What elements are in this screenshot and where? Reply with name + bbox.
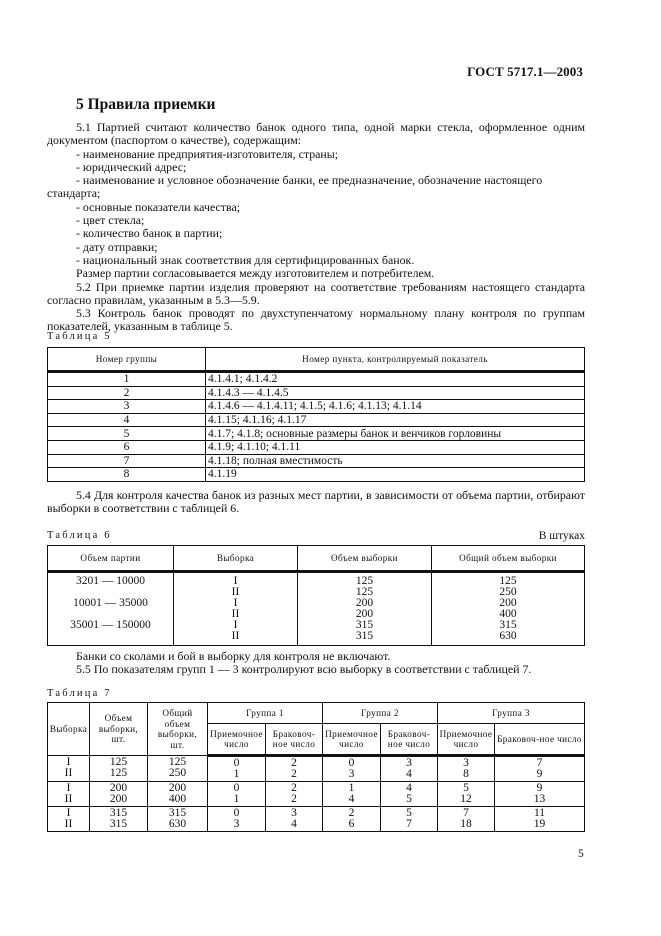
paragraph-5-5: 5.5 По показателям групп 1 — 3 контролируют всю выборку в соответствии с таблицей 7. [76, 662, 532, 677]
group3-reject: 11 19 [495, 807, 585, 832]
group-number: 4 [48, 413, 206, 427]
total-size: 125 250 [148, 756, 208, 782]
table-row [48, 440, 585, 454]
table-row [48, 427, 585, 441]
list-item-continuation: стандарта; [47, 186, 101, 201]
table7 [47, 702, 585, 832]
sample-size: 200 200 [90, 782, 148, 807]
group2-reject: 5 7 [381, 807, 438, 832]
group2-accept: 2 6 [323, 807, 381, 832]
group1-reject: 3 4 [266, 807, 323, 832]
group1-accept: 0 1 [208, 756, 266, 782]
table-row [48, 454, 585, 468]
group2-accept: 0 3 [323, 756, 381, 782]
page-number: 5 [578, 848, 584, 860]
table7-header-sample-size: Объем выборки, шт. [90, 703, 148, 756]
item-number: 4.1.15; 4.1.16; 4.1.17 [206, 413, 585, 427]
table7-header-reject: Браковоч-ное число [495, 724, 585, 756]
total-size: 630 [499, 630, 517, 642]
table-row [48, 468, 585, 482]
sample: I [233, 597, 238, 609]
sample: II [231, 608, 240, 620]
total-size: 125 [499, 575, 517, 587]
table-row [48, 386, 585, 400]
table6-header-lot-size: Объем партии [48, 546, 174, 572]
table-row [48, 372, 585, 387]
section-title: 5 Правила приемки [76, 96, 216, 113]
sample: I II [48, 756, 90, 782]
item-number: 4.1.4.3 — 4.1.4.5 [206, 386, 585, 400]
list-item: - национальный знак соответствия для сертифицированных банок. [76, 252, 415, 267]
total-size: 315 630 [148, 807, 208, 832]
table5 [47, 347, 585, 482]
list-item: - дату отправки; [76, 239, 158, 254]
table-row [48, 572, 585, 646]
sample: I [233, 619, 238, 631]
list-item: - наименование и условное обозначение банки, ее предназначение, обозначение настоящего [76, 173, 543, 188]
table7-header-accept: Приемочное число [438, 724, 495, 756]
group1-reject: 2 2 [266, 756, 323, 782]
table7-caption-row [47, 688, 585, 699]
table7-caption: Таблица 7 [47, 688, 112, 699]
group2-reject: 3 4 [381, 756, 438, 782]
sample-size-column [298, 572, 432, 646]
document-code-header: ГОСТ 5717.1—2003 [467, 64, 583, 79]
table-row [48, 807, 585, 832]
table7-header-accept: Приемочное число [323, 724, 381, 756]
group-number: 6 [48, 440, 206, 454]
lot-size: 35001 — 150000 [70, 619, 151, 631]
item-number: 4.1.19 [206, 468, 585, 482]
sample-size: 125 [355, 586, 374, 598]
table7-header-sample: Выборка [48, 703, 90, 756]
group3-accept: 5 12 [438, 782, 495, 807]
group2-accept: 1 4 [323, 782, 381, 807]
group3-accept: 3 8 [438, 756, 495, 782]
table6-units: В штуках [538, 530, 585, 542]
lot-size: 3201 — 10000 [76, 575, 145, 587]
table5-header-item: Номер пункта, контролируемый показатель [206, 348, 585, 372]
group3-reject: 7 9 [495, 756, 585, 782]
group1-accept: 0 3 [208, 807, 266, 832]
table6-caption: Таблица 6 [47, 530, 112, 541]
table-row [48, 400, 585, 414]
sample-size: 200 [355, 597, 374, 609]
paragraph-5-3: 5.3 Контроль банок проводят по двухступенчатому нормальному плану контроля по группам показателей, указанным в таблице 5. [47, 306, 585, 334]
sample-size: 200 [355, 608, 374, 620]
group-number: 7 [48, 454, 206, 468]
sample: I II [48, 807, 90, 832]
group1-accept: 0 1 [208, 782, 266, 807]
sample: I II [48, 782, 90, 807]
group3-reject: 9 13 [495, 782, 585, 807]
lot-size-column [48, 572, 174, 646]
table7-header-group1: Группа 1 [208, 703, 323, 724]
table5-caption-row [47, 331, 585, 342]
section-body [47, 121, 585, 334]
table6-caption-row [47, 530, 585, 541]
table7-header-reject: Браковоч-ное число [381, 724, 438, 756]
group3-accept: 7 18 [438, 807, 495, 832]
group-number: 2 [48, 386, 206, 400]
table-row [48, 413, 585, 427]
item-number: 4.1.18; полная вместимость [206, 454, 585, 468]
paragraph-5-5-block [47, 650, 585, 677]
paragraph-chips: Банки со сколами и бой в выборку для контроля не включают. [76, 649, 391, 663]
total-size: 400 [499, 608, 517, 620]
table7-header-total-size: Общий объем выборки, шт. [148, 703, 208, 756]
paragraph-5-4: 5.4 Для контроля качества банок из разных мест партии, в зависимости от объема партии, отбирают выборки в соответствии с таблицей 6. [47, 488, 585, 516]
list-item: - наименование предприятия-изготовителя, страны; [76, 146, 339, 161]
sample-size: 125 [355, 575, 374, 587]
group-number: 3 [48, 400, 206, 414]
item-number: 4.1.7; 4.1.8; основные размеры банок и венчиков горловины [206, 427, 585, 441]
sample-size: 315 [355, 630, 374, 642]
total-size-column [432, 572, 585, 646]
list-item: - количество банок в партии; [76, 226, 223, 241]
item-number: 4.1.4.6 — 4.1.4.11; 4.1.5; 4.1.6; 4.1.13; 4.1.14 [206, 400, 585, 414]
sample-size: 315 315 [90, 807, 148, 832]
sample-size: 315 [355, 619, 374, 631]
table-row [48, 782, 585, 807]
table6-header-total-size: Общий объем выборки [432, 546, 585, 572]
total-size: 200 [499, 597, 517, 609]
total-size: 315 [499, 619, 517, 631]
paragraph-5-1: 5.1 Партией считают количество банок одного типа, одной марки стекла, оформленное одним документом (паспортом о качестве), содержащим: [47, 120, 585, 148]
paragraph-5-2: 5.2 При приемке партии изделия проверяют на соответствие требованиям настоящего стандарта согласно правилам, указанным в 5.3—5.9. [47, 279, 585, 307]
sample: II [231, 630, 240, 642]
item-number: 4.1.9; 4.1.10; 4.1.11 [206, 440, 585, 454]
group1-reject: 2 2 [266, 782, 323, 807]
paragraph-lot-size: Размер партии согласовывается между изготовителем и потребителем. [76, 266, 435, 281]
list-item: - основные показатели качества; [76, 199, 241, 214]
table7-header-accept: Приемочное число [208, 724, 266, 756]
table5-header-group: Номер группы [48, 348, 206, 372]
group-number: 1 [48, 372, 206, 387]
lot-size: 10001 — 35000 [73, 597, 148, 609]
total-size: 250 [499, 586, 517, 598]
sample-size: 125 125 [90, 756, 148, 782]
sample: II [231, 586, 240, 598]
group2-reject: 4 5 [381, 782, 438, 807]
list-item: - цвет стекла; [76, 213, 145, 228]
table6-header-sample: Выборка [174, 546, 298, 572]
list-item: - юридический адрес; [76, 159, 187, 174]
group-number: 5 [48, 427, 206, 441]
group-number: 8 [48, 468, 206, 482]
table5-caption: Таблица 5 [47, 331, 112, 342]
table7-header-reject: Браковоч-ное число [266, 724, 323, 756]
paragraph-5-4-block [47, 489, 585, 516]
total-size: 200 400 [148, 782, 208, 807]
table6 [47, 545, 585, 646]
table6-header-sample-size: Объем выборки [298, 546, 432, 572]
sample: I [233, 575, 238, 587]
item-number: 4.1.4.1; 4.1.4.2 [206, 372, 585, 387]
table7-header-group3: Группа 3 [438, 703, 585, 724]
sample-column [174, 572, 298, 646]
table7-header-group2: Группа 2 [323, 703, 438, 724]
table-row [48, 756, 585, 782]
